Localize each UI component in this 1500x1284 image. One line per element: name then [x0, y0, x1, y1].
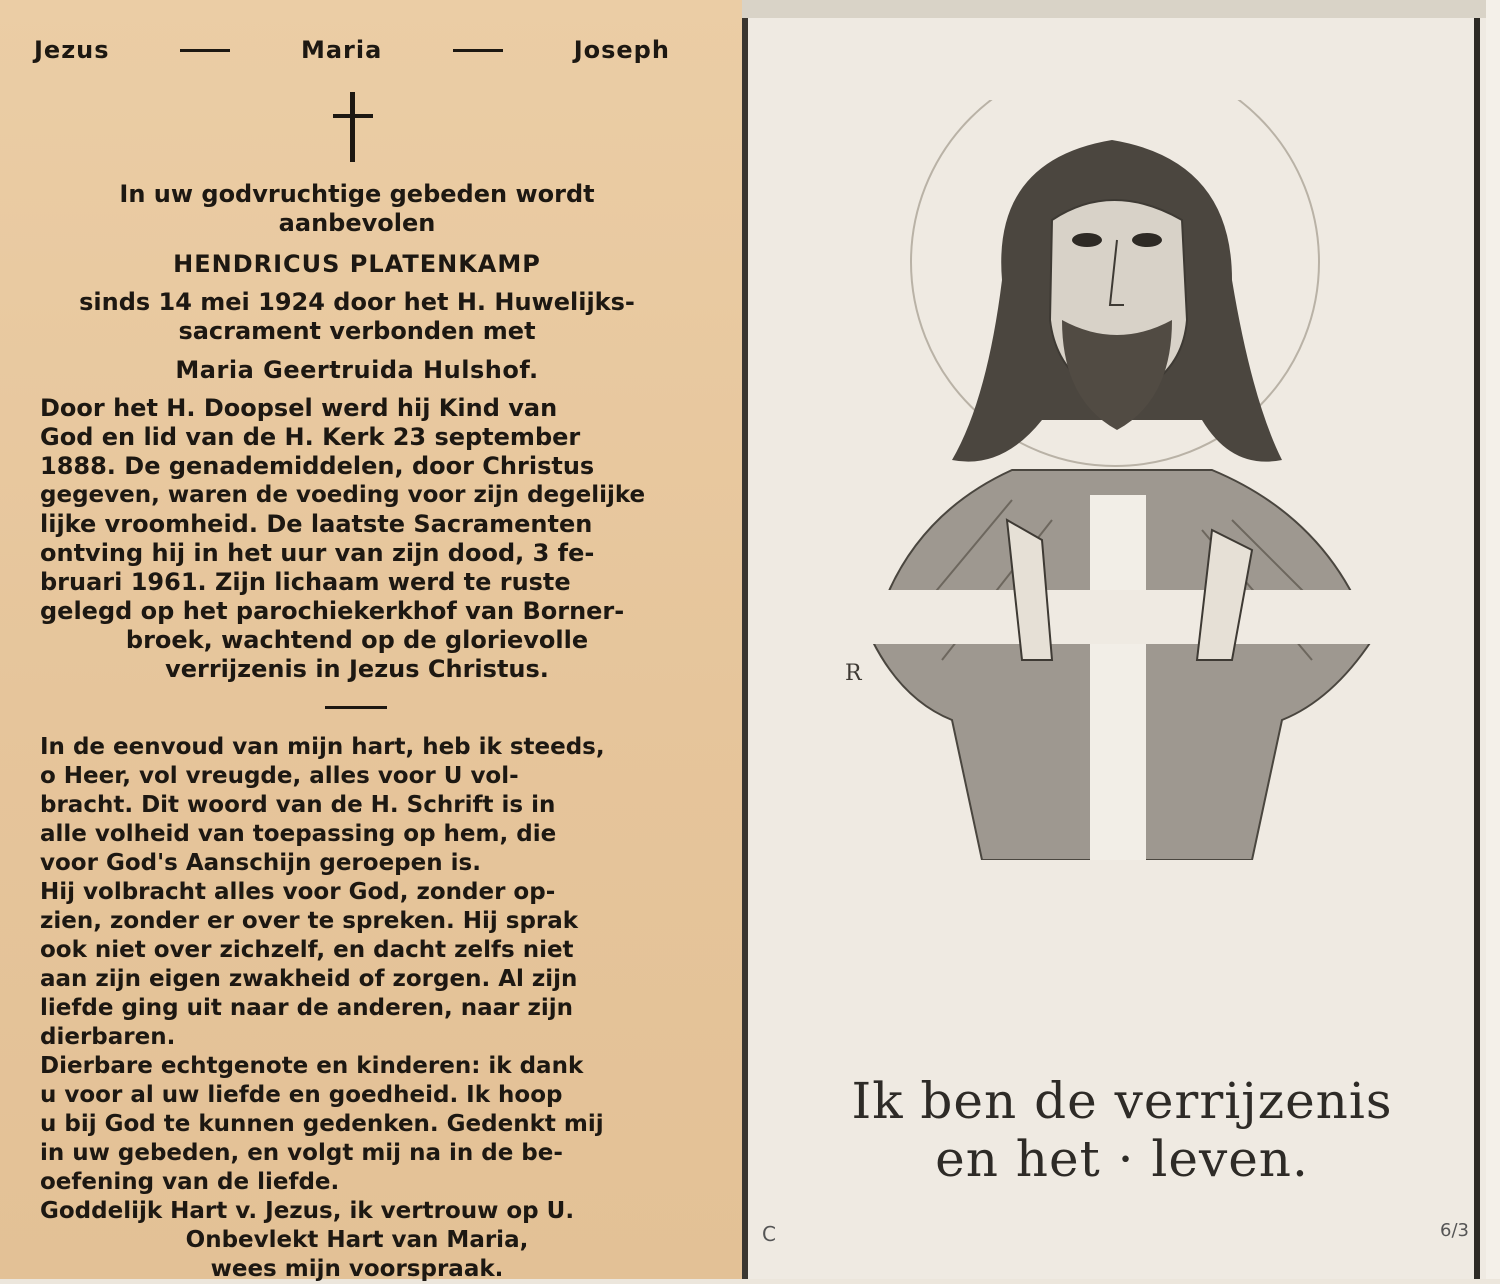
scripture-quote	[802, 1072, 1442, 1188]
printer-mark-icon: C	[762, 1222, 776, 1246]
biography-line: God en lid van de H. Kerk 23 september	[40, 423, 581, 451]
biography-end	[40, 626, 674, 684]
reflection-line: in uw gebeden, en volgt mij na in de be-	[40, 1140, 563, 1166]
frame-border-left	[742, 18, 748, 1279]
frame-top	[742, 0, 1500, 18]
reflection-line: liefde ging uit naar de anderen, naar zijn	[40, 995, 574, 1021]
artist-initial: R	[845, 661, 862, 686]
reflection-line: aan zijn eigen zwakheid of zorgen. Al zijn	[40, 966, 578, 992]
reflection-line: In de eenvoud van mijn hart, heb ik steeds,	[40, 734, 605, 760]
biography-line: bruari 1961. Zijn lichaam werd te ruste	[40, 568, 571, 596]
reflection-line: Dierbare echtgenote en kinderen: ik dank	[40, 1053, 584, 1079]
reflection-line: voor God's Aanschijn geroepen is.	[40, 850, 481, 876]
card-code: 6/3	[1440, 1220, 1469, 1241]
marriage-line: sinds 14 mei 1924 door het H. Huwelijks-	[79, 288, 635, 316]
cross-icon	[333, 92, 373, 164]
christ-portrait-illustration	[812, 100, 1432, 860]
biography-line: gelegd op het parochiekerkhof van Borner-	[40, 597, 625, 625]
devotional-image-panel	[742, 0, 1500, 1279]
header-joseph: Joseph	[573, 36, 670, 64]
holy-family-header	[34, 36, 670, 64]
biography-end-line: broek, wachtend op de glorievolle	[125, 626, 589, 654]
reflection-line: alle volheid van toepassing op hem, die	[40, 821, 557, 847]
spouse-name: Maria Geertruida Hulshof.	[175, 356, 539, 384]
biography-end-line: verrijzenis in Jezus Christus.	[165, 655, 549, 683]
biography-line: ontving hij in het uur van zijn dood, 3 fe-	[40, 539, 595, 567]
reflection-line: oefening van de liefde.	[40, 1169, 340, 1195]
header-dash	[453, 49, 503, 52]
frame-edge	[1486, 0, 1500, 1279]
reflection-line: u bij God te kunnen gedenken. Gedenkt mij	[40, 1111, 604, 1137]
section-divider	[325, 706, 387, 709]
reflection-line: ook niet over zichzelf, en dacht zelfs niet	[40, 937, 574, 963]
reflection-line: Hij volbracht alles voor God, zonder op-	[40, 879, 556, 905]
header-maria: Maria	[300, 36, 383, 64]
marriage-text	[40, 288, 674, 346]
reflection	[40, 733, 674, 1226]
biography-line: Door het H. Doopsel werd hij Kind van	[40, 394, 558, 422]
reflection-line: bracht. Dit woord van de H. Schrift is in	[40, 792, 556, 818]
deceased-name: HENDRICUS PLATENKAMP	[173, 250, 541, 278]
quote-line: Ik ben de verrijzenis	[851, 1072, 1393, 1130]
reflection-line: Goddelijk Hart v. Jezus, ik vertrouw op U.	[40, 1198, 575, 1224]
reflection-line: o Heer, vol vreugde, alles voor U vol-	[40, 763, 519, 789]
prayer-intro-line: In uw godvruchtige gebeden wordt	[119, 180, 595, 208]
header-dash	[180, 49, 230, 52]
biography-line: lijke vroomheid. De laatste Sacramenten	[40, 510, 593, 538]
biography-line: gegeven, waren de voeding voor zijn degelijke	[40, 482, 646, 508]
closing	[40, 1226, 674, 1284]
frame-border-right	[1474, 18, 1480, 1279]
memorial-text-panel	[0, 0, 742, 1282]
prayer-intro	[40, 180, 674, 238]
header-jezus: Jezus	[34, 36, 110, 64]
quote-line: en het · leven.	[935, 1130, 1309, 1188]
reflection-line: zien, zonder er over te spreken. Hij sprak	[40, 908, 579, 934]
prayer-intro-line: aanbevolen	[278, 209, 436, 237]
reflection-line: u voor al uw liefde en goedheid. Ik hoop	[40, 1082, 563, 1108]
biography	[40, 394, 674, 626]
marriage-line: sacrament verbonden met	[178, 317, 536, 345]
closing-line: wees mijn voorspraak.	[210, 1256, 504, 1282]
biography-line: 1888. De genademiddelen, door Christus	[40, 452, 595, 480]
closing-line: Onbevlekt Hart van Maria,	[185, 1227, 529, 1253]
reflection-line: dierbaren.	[40, 1024, 176, 1050]
